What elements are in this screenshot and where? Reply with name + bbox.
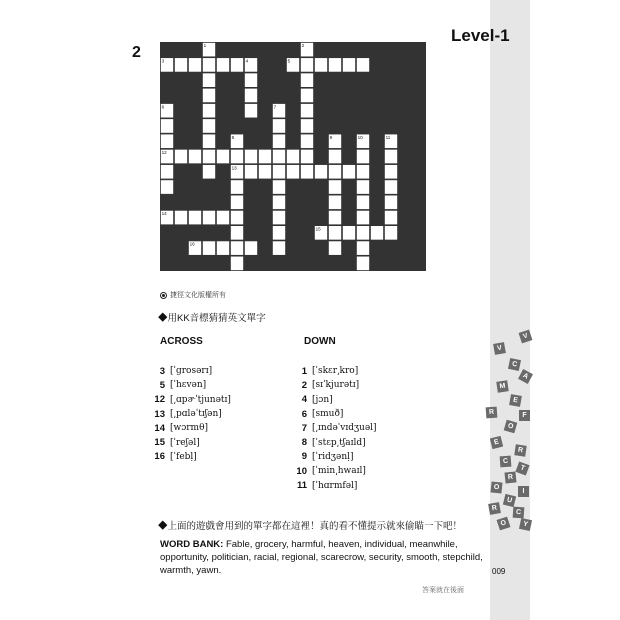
grid-cell[interactable]: [329, 58, 342, 72]
grid-cell[interactable]: [175, 210, 188, 224]
word-bank-text: Fable, grocery, harmful, heaven, individual, meanwhile, opportunity, politician, racial, regional, scarecrow, security, smooth, stepchild, warmth, yawn.: [160, 539, 483, 576]
grid-cell[interactable]: [217, 58, 230, 72]
level-label: Level-1: [451, 26, 510, 45]
grid-cell[interactable]: [357, 256, 370, 270]
letter-tile: R: [488, 502, 501, 515]
clue-pronunciation: [ˈstɛp͵tʃaɪld]: [312, 437, 366, 448]
letter-tile: C: [508, 358, 521, 371]
clue-pronunciation: [͵pɑləˈtɪʃən]: [170, 409, 222, 420]
grid-cell[interactable]: [161, 134, 174, 148]
letter-tile: R: [486, 407, 498, 419]
grid-cell[interactable]: [203, 58, 216, 72]
clue-item: [282, 450, 377, 464]
puzzle-number: 2: [132, 44, 141, 61]
clue-pronunciation: [ˈhɑrmfəl]: [312, 480, 358, 491]
grid-cell[interactable]: [357, 149, 370, 163]
grid-cell[interactable]: [301, 165, 314, 179]
grid-cell[interactable]: [385, 165, 398, 179]
grid-cell-number: 2: [301, 43, 305, 49]
clue-number: 16: [154, 451, 165, 463]
grid-cell[interactable]: [287, 165, 300, 179]
right-margin: [530, 0, 620, 620]
clue-number: 15: [154, 437, 165, 449]
grid-cell[interactable]: [273, 149, 286, 163]
grid-cell[interactable]: [217, 241, 230, 255]
grid-cell[interactable]: [203, 134, 216, 148]
grid-cell-number: 13: [231, 165, 237, 171]
copyright-icon: [160, 292, 167, 299]
grid-cell[interactable]: [357, 180, 370, 194]
clue-number: 14: [154, 422, 165, 434]
grid-cell-number: 11: [385, 134, 391, 140]
grid-cell-number: 3: [161, 58, 165, 64]
grid-cell[interactable]: [231, 241, 244, 255]
grid-cell[interactable]: [175, 58, 188, 72]
grid-cell-number: 14: [161, 211, 167, 217]
letter-tile: O: [497, 517, 511, 531]
letter-tile: R: [514, 444, 526, 456]
grid-cell-number: 10: [357, 134, 363, 140]
grid-cell[interactable]: [203, 119, 216, 133]
grid-cell[interactable]: [357, 195, 370, 209]
grid-cell[interactable]: [329, 180, 342, 194]
clue-number: 10: [296, 465, 307, 477]
page-number: 009: [492, 567, 506, 576]
grid-cell[interactable]: [203, 104, 216, 118]
grid-cell-number: 15: [315, 226, 321, 232]
grid-cell-number: 8: [231, 134, 235, 140]
clue-item: [282, 464, 377, 478]
clue-pronunciation: [wɔrmθ]: [170, 423, 209, 434]
letter-tile: O: [504, 420, 518, 434]
letter-tile: Y: [519, 518, 532, 531]
grid-cell[interactable]: [357, 210, 370, 224]
down-clue-list: [282, 364, 377, 493]
grid-cell[interactable]: [329, 226, 342, 240]
grid-cell[interactable]: [161, 165, 174, 179]
grid-cell[interactable]: [231, 226, 244, 240]
grid-cell-number: 4: [245, 58, 249, 64]
grid-cell[interactable]: [301, 104, 314, 118]
clue-item: [140, 450, 231, 464]
grid-cell[interactable]: [301, 149, 314, 163]
letter-tile: V: [493, 342, 506, 355]
grid-cell[interactable]: [357, 241, 370, 255]
clue-item: [282, 478, 377, 492]
grid-cell[interactable]: [273, 134, 286, 148]
clue-item: [140, 393, 231, 407]
clue-item: [140, 435, 231, 449]
copyright: [160, 290, 226, 300]
grid-cell[interactable]: [329, 241, 342, 255]
grid-cell[interactable]: [385, 180, 398, 194]
grid-cell[interactable]: [287, 149, 300, 163]
clue-number: 9: [301, 451, 307, 463]
grid-cell[interactable]: [203, 210, 216, 224]
grid-cell[interactable]: [385, 226, 398, 240]
letter-tile: E: [490, 436, 503, 449]
grid-cell[interactable]: [231, 256, 244, 270]
grid-cell[interactable]: [329, 195, 342, 209]
clue-pronunciation: [jɔn]: [312, 394, 333, 405]
clue-number: 7: [301, 422, 307, 434]
grid-cell[interactable]: [301, 88, 314, 102]
grid-cell[interactable]: [259, 165, 272, 179]
clue-number: 3: [159, 365, 165, 377]
letter-tile: O: [490, 481, 502, 493]
grid-cell-number: 5: [287, 58, 291, 64]
grid-cell[interactable]: [273, 165, 286, 179]
letter-tile: R: [504, 471, 516, 483]
clue-number: 12: [154, 394, 165, 406]
hint-text: ◆上面的遊戲會用到的單字都在這裡！真的看不懂提示就來偷瞄一下吧！: [158, 521, 463, 532]
grid-cell-number: 12: [161, 150, 167, 156]
grid-cell[interactable]: [273, 119, 286, 133]
grid-cell-number: 6: [161, 104, 165, 110]
instruction-text: ◆用KK音標猜猜英文單字: [158, 313, 266, 324]
grid-cell[interactable]: [217, 149, 230, 163]
grid-cell[interactable]: [301, 58, 314, 72]
answer-note: 答案就在後面: [422, 587, 464, 594]
clue-pronunciation: [ˈmin͵hwaɪl]: [312, 466, 366, 477]
grid-cell[interactable]: [259, 149, 272, 163]
grid-cell[interactable]: [203, 88, 216, 102]
clue-number: 5: [159, 379, 165, 391]
grid-cell[interactable]: [217, 210, 230, 224]
grid-cell[interactable]: [329, 210, 342, 224]
clue-pronunciation: [͵ɪndəˈvɪdʒuəl]: [312, 423, 377, 434]
across-heading: ACROSS: [160, 336, 203, 347]
grid-cell[interactable]: [245, 241, 258, 255]
clue-number: 13: [154, 408, 165, 420]
across-clue-list: [140, 364, 231, 464]
clue-number: 2: [301, 379, 307, 391]
letter-tile: A: [518, 369, 533, 384]
grid-cell[interactable]: [329, 165, 342, 179]
grid-cell[interactable]: [245, 104, 258, 118]
clue-number: 4: [301, 394, 307, 406]
grid-cell-number: 9: [329, 134, 333, 140]
letter-tile: C: [513, 507, 525, 519]
grid-cell[interactable]: [273, 195, 286, 209]
grid-cell[interactable]: [315, 58, 328, 72]
grid-cell[interactable]: [273, 180, 286, 194]
clue-number: 11: [296, 480, 307, 492]
clue-pronunciation: [ˈgrosərɪ]: [170, 366, 213, 377]
clue-pronunciation: [ˈskɛr͵kro]: [312, 366, 359, 377]
grid-cell[interactable]: [203, 165, 216, 179]
grid-cell[interactable]: [231, 58, 244, 72]
clue-item: [282, 364, 377, 378]
letter-tile: M: [496, 380, 508, 392]
grid-cell[interactable]: [385, 210, 398, 224]
word-bank: [160, 538, 490, 577]
grid-cell[interactable]: [385, 149, 398, 163]
clue-item: [282, 421, 377, 435]
grid-cell[interactable]: [301, 119, 314, 133]
letter-tile: U: [503, 494, 516, 507]
letter-tile: T: [515, 461, 529, 475]
grid-cell[interactable]: [189, 149, 202, 163]
clue-item: [140, 378, 231, 392]
letter-tile: C: [500, 456, 512, 468]
grid-cell[interactable]: [161, 119, 174, 133]
clue-item: [282, 407, 377, 421]
letter-tile: F: [519, 410, 530, 421]
copyright-text: 捷徑文化版權所有: [170, 292, 226, 299]
grid-cell[interactable]: [301, 73, 314, 87]
clue-item: [282, 378, 377, 392]
grid-cell[interactable]: [231, 210, 244, 224]
clue-pronunciation: [smuð]: [312, 409, 344, 420]
grid-cell[interactable]: [231, 195, 244, 209]
grid-cell[interactable]: [203, 73, 216, 87]
letter-tile: E: [509, 394, 522, 407]
grid-cell[interactable]: [301, 134, 314, 148]
clue-number: 8: [301, 437, 307, 449]
clue-item: [282, 393, 377, 407]
grid-cell[interactable]: [231, 149, 244, 163]
grid-cell[interactable]: [189, 58, 202, 72]
grid-cell[interactable]: [273, 210, 286, 224]
grid-cell[interactable]: [343, 165, 356, 179]
clue-pronunciation: [ˈreʃəl]: [170, 437, 200, 448]
grid-cell[interactable]: [175, 149, 188, 163]
grid-cell[interactable]: [203, 149, 216, 163]
grid-cell[interactable]: [273, 241, 286, 255]
letter-tile: I: [518, 486, 529, 497]
grid-cell[interactable]: [329, 149, 342, 163]
clue-pronunciation: [͵ɑpɚˈtjunətɪ]: [170, 394, 231, 405]
crossword-grid: [160, 42, 426, 271]
grid-cell[interactable]: [357, 226, 370, 240]
clue-pronunciation: [ˈhɛvən]: [170, 380, 207, 391]
clue-item: [140, 407, 231, 421]
clue-item: [282, 435, 377, 449]
grid-cell[interactable]: [315, 165, 328, 179]
grid-cell[interactable]: [357, 165, 370, 179]
grid-cell[interactable]: [357, 58, 370, 72]
grid-cell-number: 7: [273, 104, 277, 110]
word-bank-label: WORD BANK:: [160, 539, 224, 550]
grid-cell[interactable]: [189, 210, 202, 224]
clue-number: 1: [301, 365, 307, 377]
grid-cell[interactable]: [273, 226, 286, 240]
letter-tile: V: [519, 330, 533, 344]
grid-cell[interactable]: [231, 180, 244, 194]
clue-item: [140, 364, 231, 378]
clue-number: 6: [301, 408, 307, 420]
grid-cell[interactable]: [343, 226, 356, 240]
grid-cell[interactable]: [245, 88, 258, 102]
grid-cell[interactable]: [161, 180, 174, 194]
clue-pronunciation: [sɪˈkjurətɪ]: [312, 380, 360, 391]
grid-cell-number: 1: [203, 43, 207, 49]
clue-pronunciation: [ˈfebḷ]: [170, 451, 197, 462]
grid-cell[interactable]: [245, 149, 258, 163]
grid-cell[interactable]: [245, 165, 258, 179]
grid-cell[interactable]: [371, 226, 384, 240]
grid-cell[interactable]: [385, 195, 398, 209]
grid-cell-number: 16: [189, 241, 195, 247]
grid-cell[interactable]: [343, 58, 356, 72]
clue-item: [140, 421, 231, 435]
clue-pronunciation: [ˈridʒənḷ]: [312, 451, 354, 462]
grid-cell[interactable]: [245, 73, 258, 87]
down-heading: DOWN: [304, 336, 336, 347]
grid-cell[interactable]: [203, 241, 216, 255]
